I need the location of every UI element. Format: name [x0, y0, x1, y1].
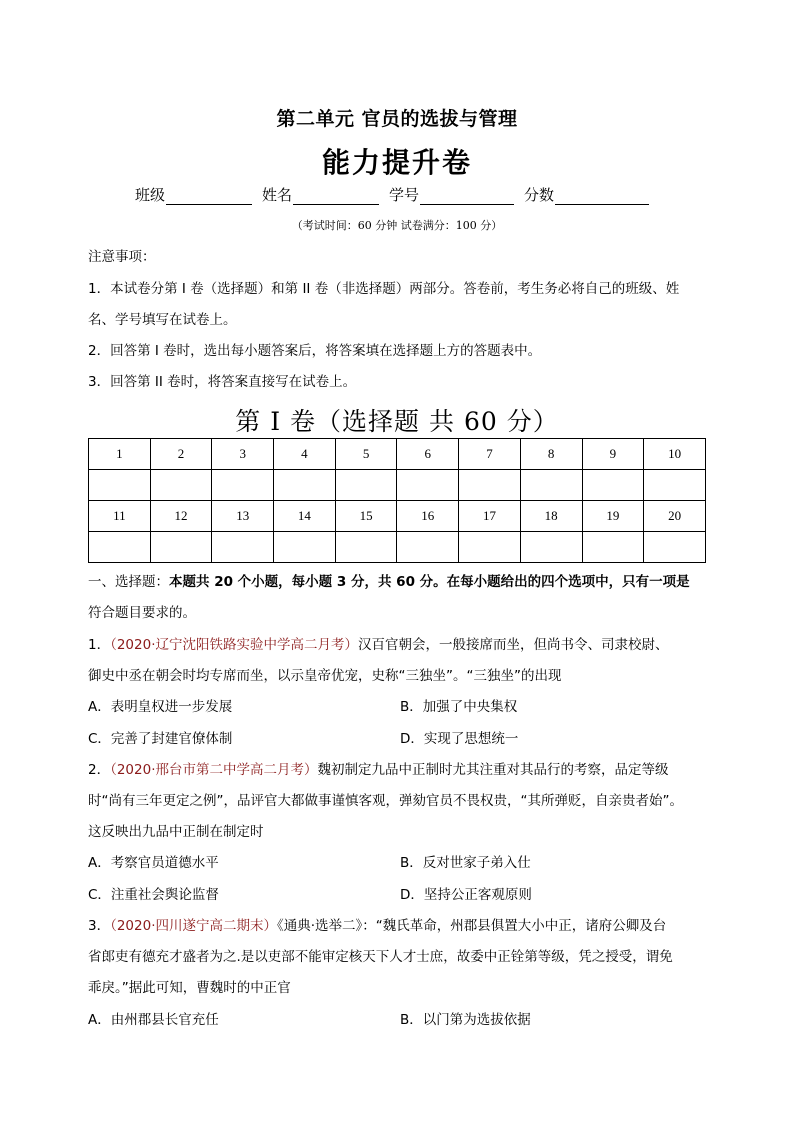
answer-number: 18	[520, 501, 582, 532]
notice-item-3: 3．回答第 II 卷时，将答案直接写在试卷上。	[88, 374, 357, 390]
answer-cell[interactable]	[459, 532, 521, 563]
q2-option-a[interactable]: A．考察官员道德水平	[88, 855, 219, 871]
answer-cell[interactable]	[335, 532, 397, 563]
student-id-label: 学号	[389, 186, 420, 204]
answer-cell[interactable]	[397, 470, 459, 501]
q1-option-b[interactable]: B．加强了中央集权	[400, 699, 518, 715]
question-number: 2．	[88, 762, 111, 778]
answer-cell[interactable]	[644, 532, 706, 563]
answer-number: 1	[89, 439, 151, 470]
answer-blank-row-1	[89, 470, 706, 501]
answer-cell[interactable]	[89, 470, 151, 501]
answer-number: 7	[459, 439, 521, 470]
paper-title: 能力提升卷	[321, 146, 472, 179]
answer-cell[interactable]	[582, 532, 644, 563]
student-id-field[interactable]	[389, 184, 514, 205]
question-source: （2020·邢台市第二中学高二月考）	[110, 762, 318, 778]
question-2-stem-cont-2: 这反映出九品中正制在制定时	[88, 824, 264, 840]
notice-item-1-cont: 名、学号填写在试卷上。	[88, 312, 237, 328]
unit-title: 第二单元 官员的选拔与管理	[276, 108, 518, 130]
answer-number: 14	[274, 501, 336, 532]
q1-option-d[interactable]: D．实现了思想统一	[400, 731, 519, 747]
answer-cell[interactable]	[89, 532, 151, 563]
answer-number: 20	[644, 501, 706, 532]
name-label: 姓名	[262, 186, 293, 204]
answer-number: 3	[212, 439, 274, 470]
instructions-prefix: 一、选择题：	[88, 574, 169, 590]
section-title: 第 I 卷（选择题 共 60 分）	[235, 407, 559, 436]
answer-number: 9	[582, 439, 644, 470]
answer-number: 4	[274, 439, 336, 470]
question-2	[88, 762, 669, 778]
answer-cell[interactable]	[212, 532, 274, 563]
name-blank[interactable]	[293, 188, 379, 205]
student-id-blank[interactable]	[420, 188, 514, 205]
score-label: 分数	[524, 186, 555, 204]
answer-cell[interactable]	[520, 470, 582, 501]
answer-cell[interactable]	[150, 532, 212, 563]
answer-cell[interactable]	[459, 470, 521, 501]
class-field[interactable]	[135, 184, 252, 205]
answer-cell[interactable]	[274, 470, 336, 501]
question-3-stem-cont: 省郎吏有德充才盛者为之.是以吏部不能审定核天下人才士庶，故委中正铨第等级，凭之授受，谓免	[88, 949, 673, 965]
answer-number-row-2	[89, 501, 706, 532]
q2-option-c[interactable]: C．注重社会舆论监督	[88, 887, 219, 903]
question-stem: 汉百官朝会，一般接席而坐，但尚书令、司隶校尉、	[358, 637, 669, 653]
answer-cell[interactable]	[274, 532, 336, 563]
notice-item-2: 2．回答第 I 卷时，选出每小题答案后，将答案填在选择题上方的答题表中。	[88, 343, 542, 359]
question-number: 1．	[88, 637, 111, 653]
answer-number: 8	[520, 439, 582, 470]
question-stem: 魏初制定九品中正制时尤其注重对其品行的考察，品定等级	[317, 762, 669, 778]
answer-blank-row-2	[89, 532, 706, 563]
q2-option-b[interactable]: B．反对世家子弟入仕	[400, 855, 531, 871]
question-3-stem-cont-2: 乖戾。”据此可知，曹魏时的中正官	[88, 980, 291, 996]
answer-number: 6	[397, 439, 459, 470]
q1-option-a[interactable]: A．表明皇权进一步发展	[88, 699, 233, 715]
question-1-stem-cont: 御史中丞在朝会时均专席而坐，以示皇帝优宠，史称“三独坐”。“三独坐”的出现	[88, 668, 562, 684]
q3-option-a[interactable]: A．由州郡县长官充任	[88, 1012, 219, 1028]
question-1	[88, 637, 669, 653]
q3-option-b[interactable]: B．以门第为选拔依据	[400, 1012, 531, 1028]
question-number: 3．	[88, 918, 111, 934]
answer-number: 10	[644, 439, 706, 470]
answer-cell[interactable]	[644, 470, 706, 501]
class-blank[interactable]	[166, 188, 252, 205]
answer-table	[88, 438, 706, 563]
q2-option-d[interactable]: D．坚持公正客观原则	[400, 887, 532, 903]
answer-cell[interactable]	[582, 470, 644, 501]
answer-cell[interactable]	[397, 532, 459, 563]
question-stem: 《通典·选举二》：“魏氏革命，州郡县俱置大小中正，诸府公卿及台	[277, 918, 667, 934]
answer-cell[interactable]	[520, 532, 582, 563]
class-label: 班级	[135, 186, 166, 204]
answer-number-row-1	[89, 439, 706, 470]
exam-time-note: （考试时间：60 分钟 试卷满分：100 分）	[291, 219, 503, 232]
question-source: （2020·四川遂宁高二期末）	[110, 918, 277, 934]
answer-number: 15	[335, 501, 397, 532]
student-info-row	[135, 184, 659, 205]
score-field[interactable]	[524, 184, 649, 205]
name-field[interactable]	[262, 184, 379, 205]
answer-number: 19	[582, 501, 644, 532]
answer-number: 13	[212, 501, 274, 532]
answer-cell[interactable]	[335, 470, 397, 501]
answer-number: 16	[397, 501, 459, 532]
answer-number: 2	[150, 439, 212, 470]
q1-option-c[interactable]: C．完善了封建官僚体制	[88, 731, 233, 747]
answer-number: 17	[459, 501, 521, 532]
answer-number: 11	[89, 501, 151, 532]
answer-number: 12	[150, 501, 212, 532]
notice-item-1: 1．本试卷分第 I 卷（选择题）和第 II 卷（非选择题）两部分。答卷前，考生务必将自己的班级、姓	[88, 281, 680, 297]
question-3	[88, 918, 666, 934]
answer-cell[interactable]	[150, 470, 212, 501]
choice-instructions-cont: 符合题目要求的。	[88, 605, 196, 621]
question-source: （2020·辽宁沈阳铁路实验中学高二月考）	[110, 637, 358, 653]
instructions-body: 本题共 20 个小题，每小题 3 分，共 60 分。在每小题给出的四个选项中，只有一项是	[169, 574, 690, 590]
choice-instructions	[88, 574, 690, 590]
answer-cell[interactable]	[212, 470, 274, 501]
score-blank[interactable]	[555, 188, 649, 205]
answer-number: 5	[335, 439, 397, 470]
notice-title: 注意事项：	[88, 249, 156, 265]
question-2-stem-cont: 时“尚有三年更定之例”，品评官大都做事谨慎客观，弹劾官员不畏权贵，“其所弹贬，自亲贵者始”。	[88, 793, 683, 809]
